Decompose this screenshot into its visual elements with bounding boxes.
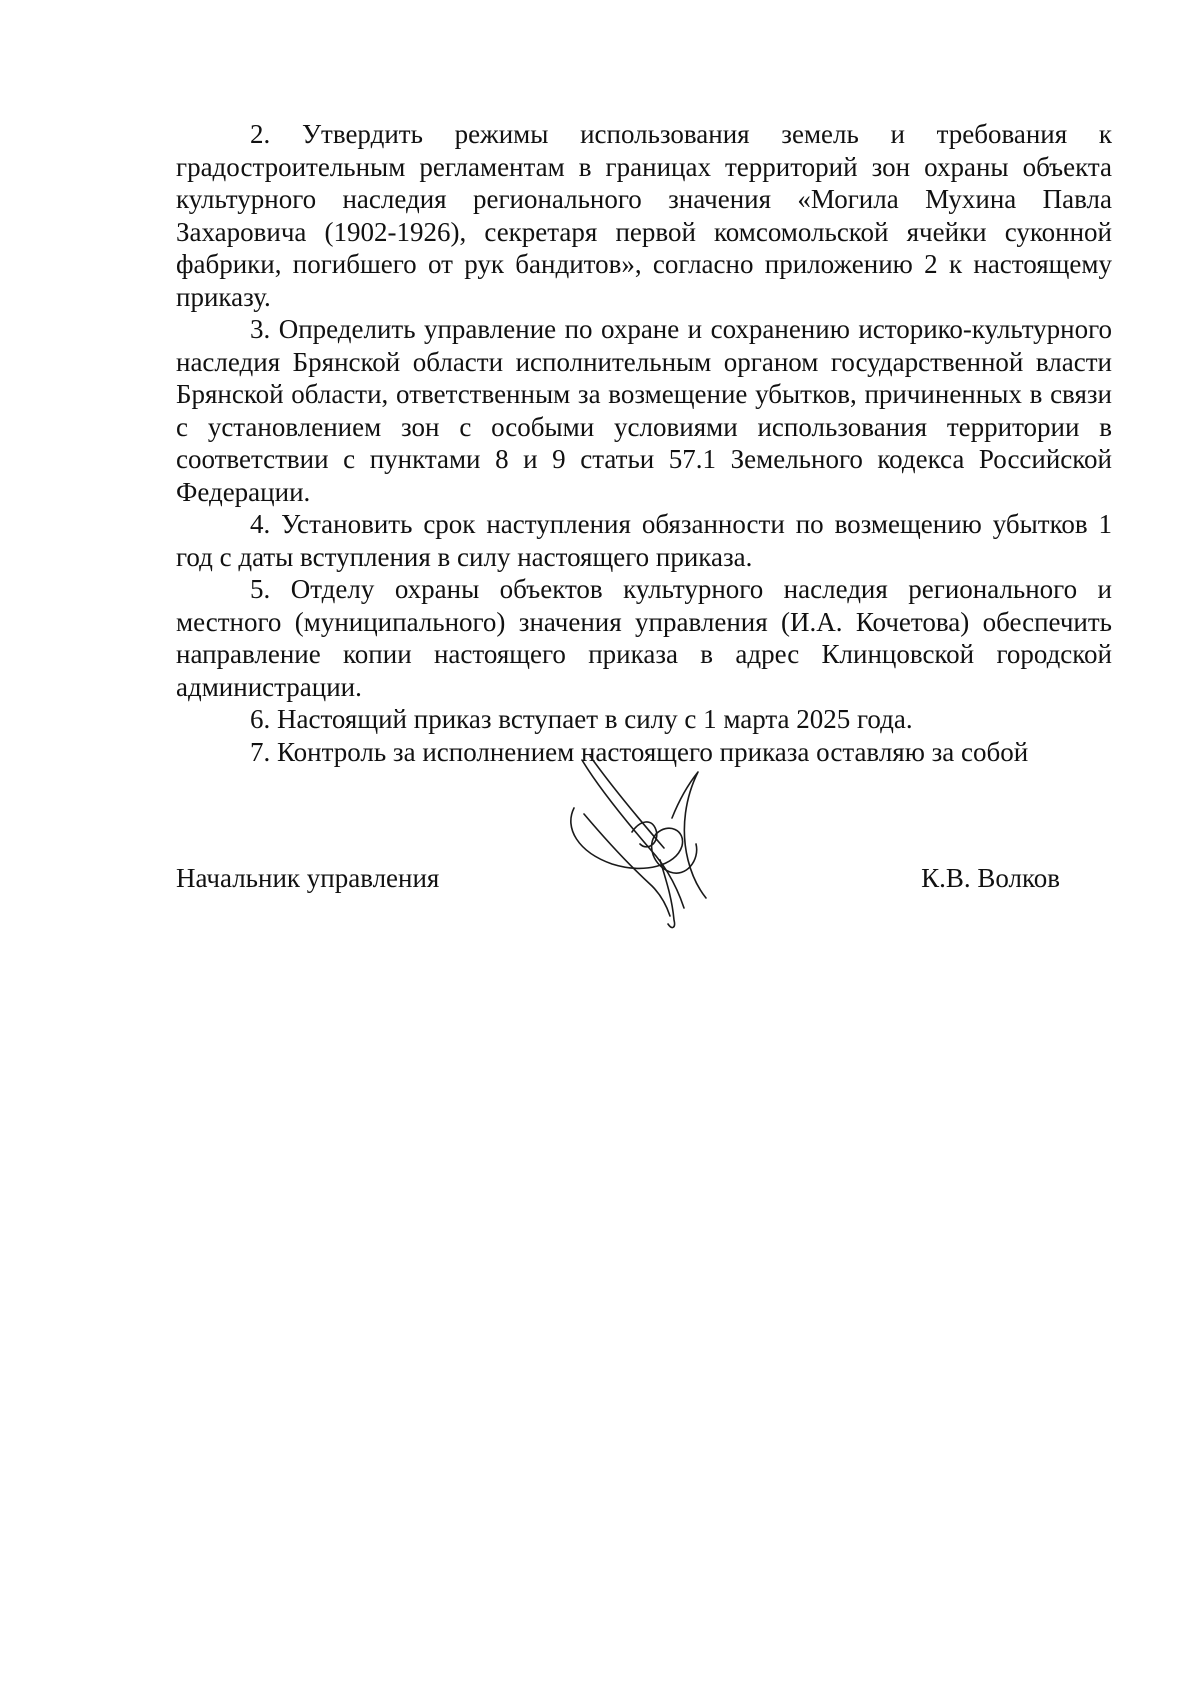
document-body [176, 118, 1112, 768]
signatory-position: Начальник управления [176, 863, 440, 893]
paragraph-item-4: 4. Установить срок наступления обязанности по возмещению убытков 1 год с даты вступления в силу настоящего приказа. [176, 509, 1112, 572]
paragraph-item-5: 5. Отделу охраны объектов культурного наследия регионального и местного (муниципального) значения управления (И.А. Кочетова) обеспечить направление копии настоящего приказа в адрес Клинцовской городской администрации. [176, 574, 1112, 702]
paragraph-item-6: 6. Настоящий приказ вступает в силу с 1 марта 2025 года. [250, 704, 913, 734]
handwritten-signature [560, 748, 760, 948]
paragraph-item-3: 3. Определить управление по охране и сохранению историко-культурного наследия Брянской области исполнительным органом государственной власти Брянской области, ответственным за возмещение убытков, причиненных в связи с установлением зон с особыми условиями использования территории в соответствии с пунктами 8 и 9 статьи 57.1 Земельного кодекса Российской Федерации. [176, 314, 1112, 507]
paragraph-item-2: 2. Утвердить режимы использования земель и требования к градостроительным регламентам в границах территорий зон охраны объекта культурного наследия регионального значения «Могила Мухина Павла Захаровича (1902-1926), секретаря первой комсомольской ячейки суконной фабрики, погибшего от рук бандитов», согласно приложению 2 к настоящему приказу. [176, 119, 1112, 312]
paragraph-item-7: 7. Контроль за исполнением настоящего приказа оставляю за собой [250, 736, 1029, 767]
signatory-name: К.В. Волков [921, 863, 1060, 893]
